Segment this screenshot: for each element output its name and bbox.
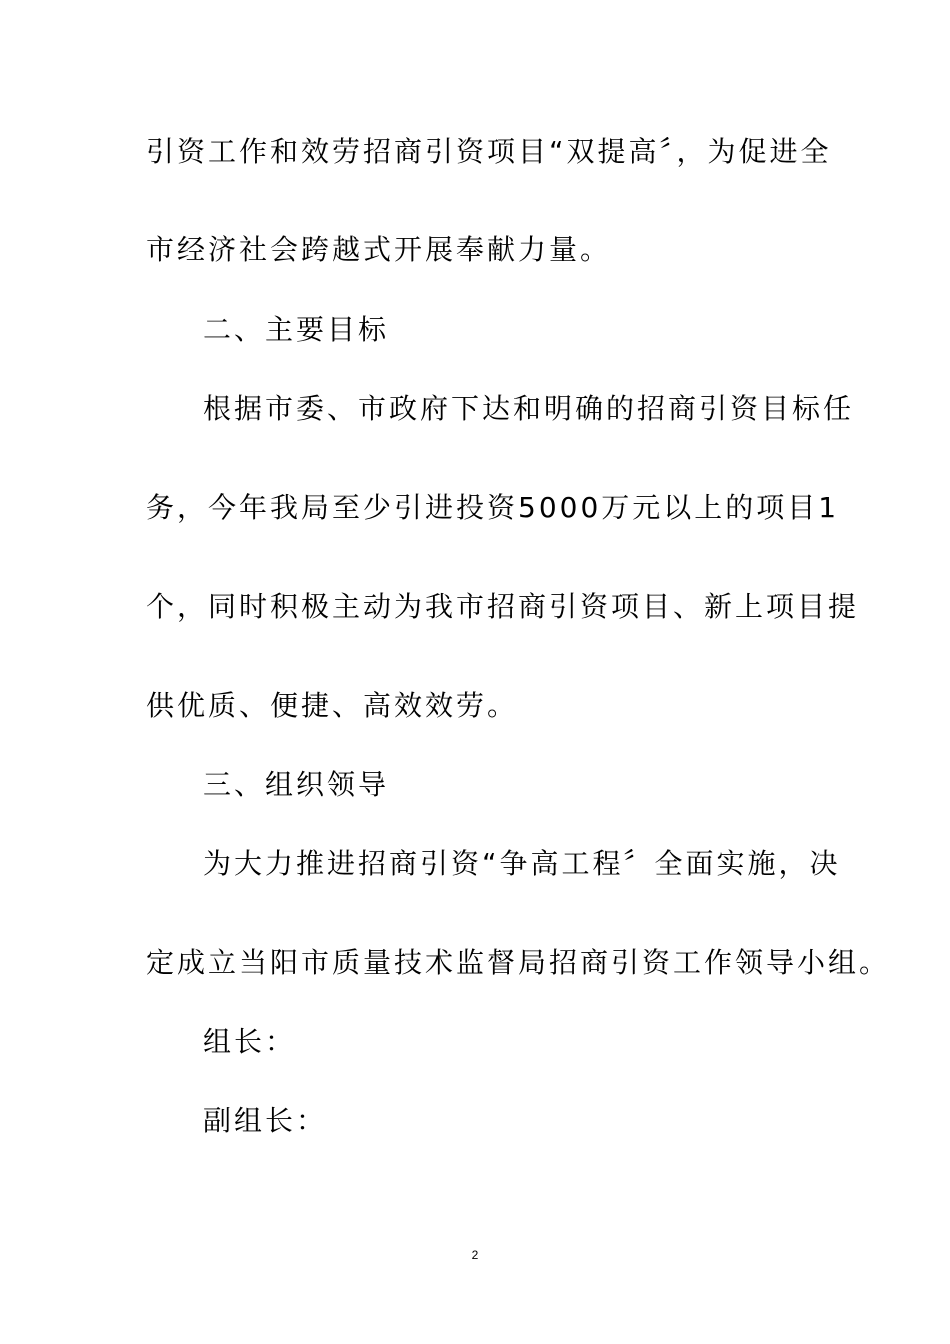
section-heading-leadership: 三、组织领导 xyxy=(203,768,390,801)
page-number: 2 xyxy=(471,1248,479,1262)
paragraph-line-7: 为大力推进招商引资“争高工程〞全面实施，决 xyxy=(203,847,841,880)
paragraph-line-3: 根据市委、市政府下达和明确的招商引资目标任 xyxy=(203,392,855,425)
paragraph-line-5: 个，同时积极主动为我市招商引资项目、新上项目提 xyxy=(146,590,860,623)
paragraph-line-2: 市经济社会跨越式开展奉献力量。 xyxy=(146,233,612,266)
section-heading-goals: 二、主要目标 xyxy=(203,313,390,346)
paragraph-line-8: 定成立当阳市质量技术监督局招商引资工作领导小组。 xyxy=(146,946,891,979)
paragraph-line-4: 务，今年我局至少引进投资5000万元以上的项目1 xyxy=(146,491,840,524)
paragraph-line-6: 供优质、便捷、高效效劳。 xyxy=(146,689,519,722)
paragraph-line-1: 引资工作和效劳招商引资项目“双提高〞，为促进全 xyxy=(146,135,832,168)
team-leader-label: 组长： xyxy=(203,1025,297,1058)
deputy-leader-label: 副组长： xyxy=(203,1104,328,1137)
